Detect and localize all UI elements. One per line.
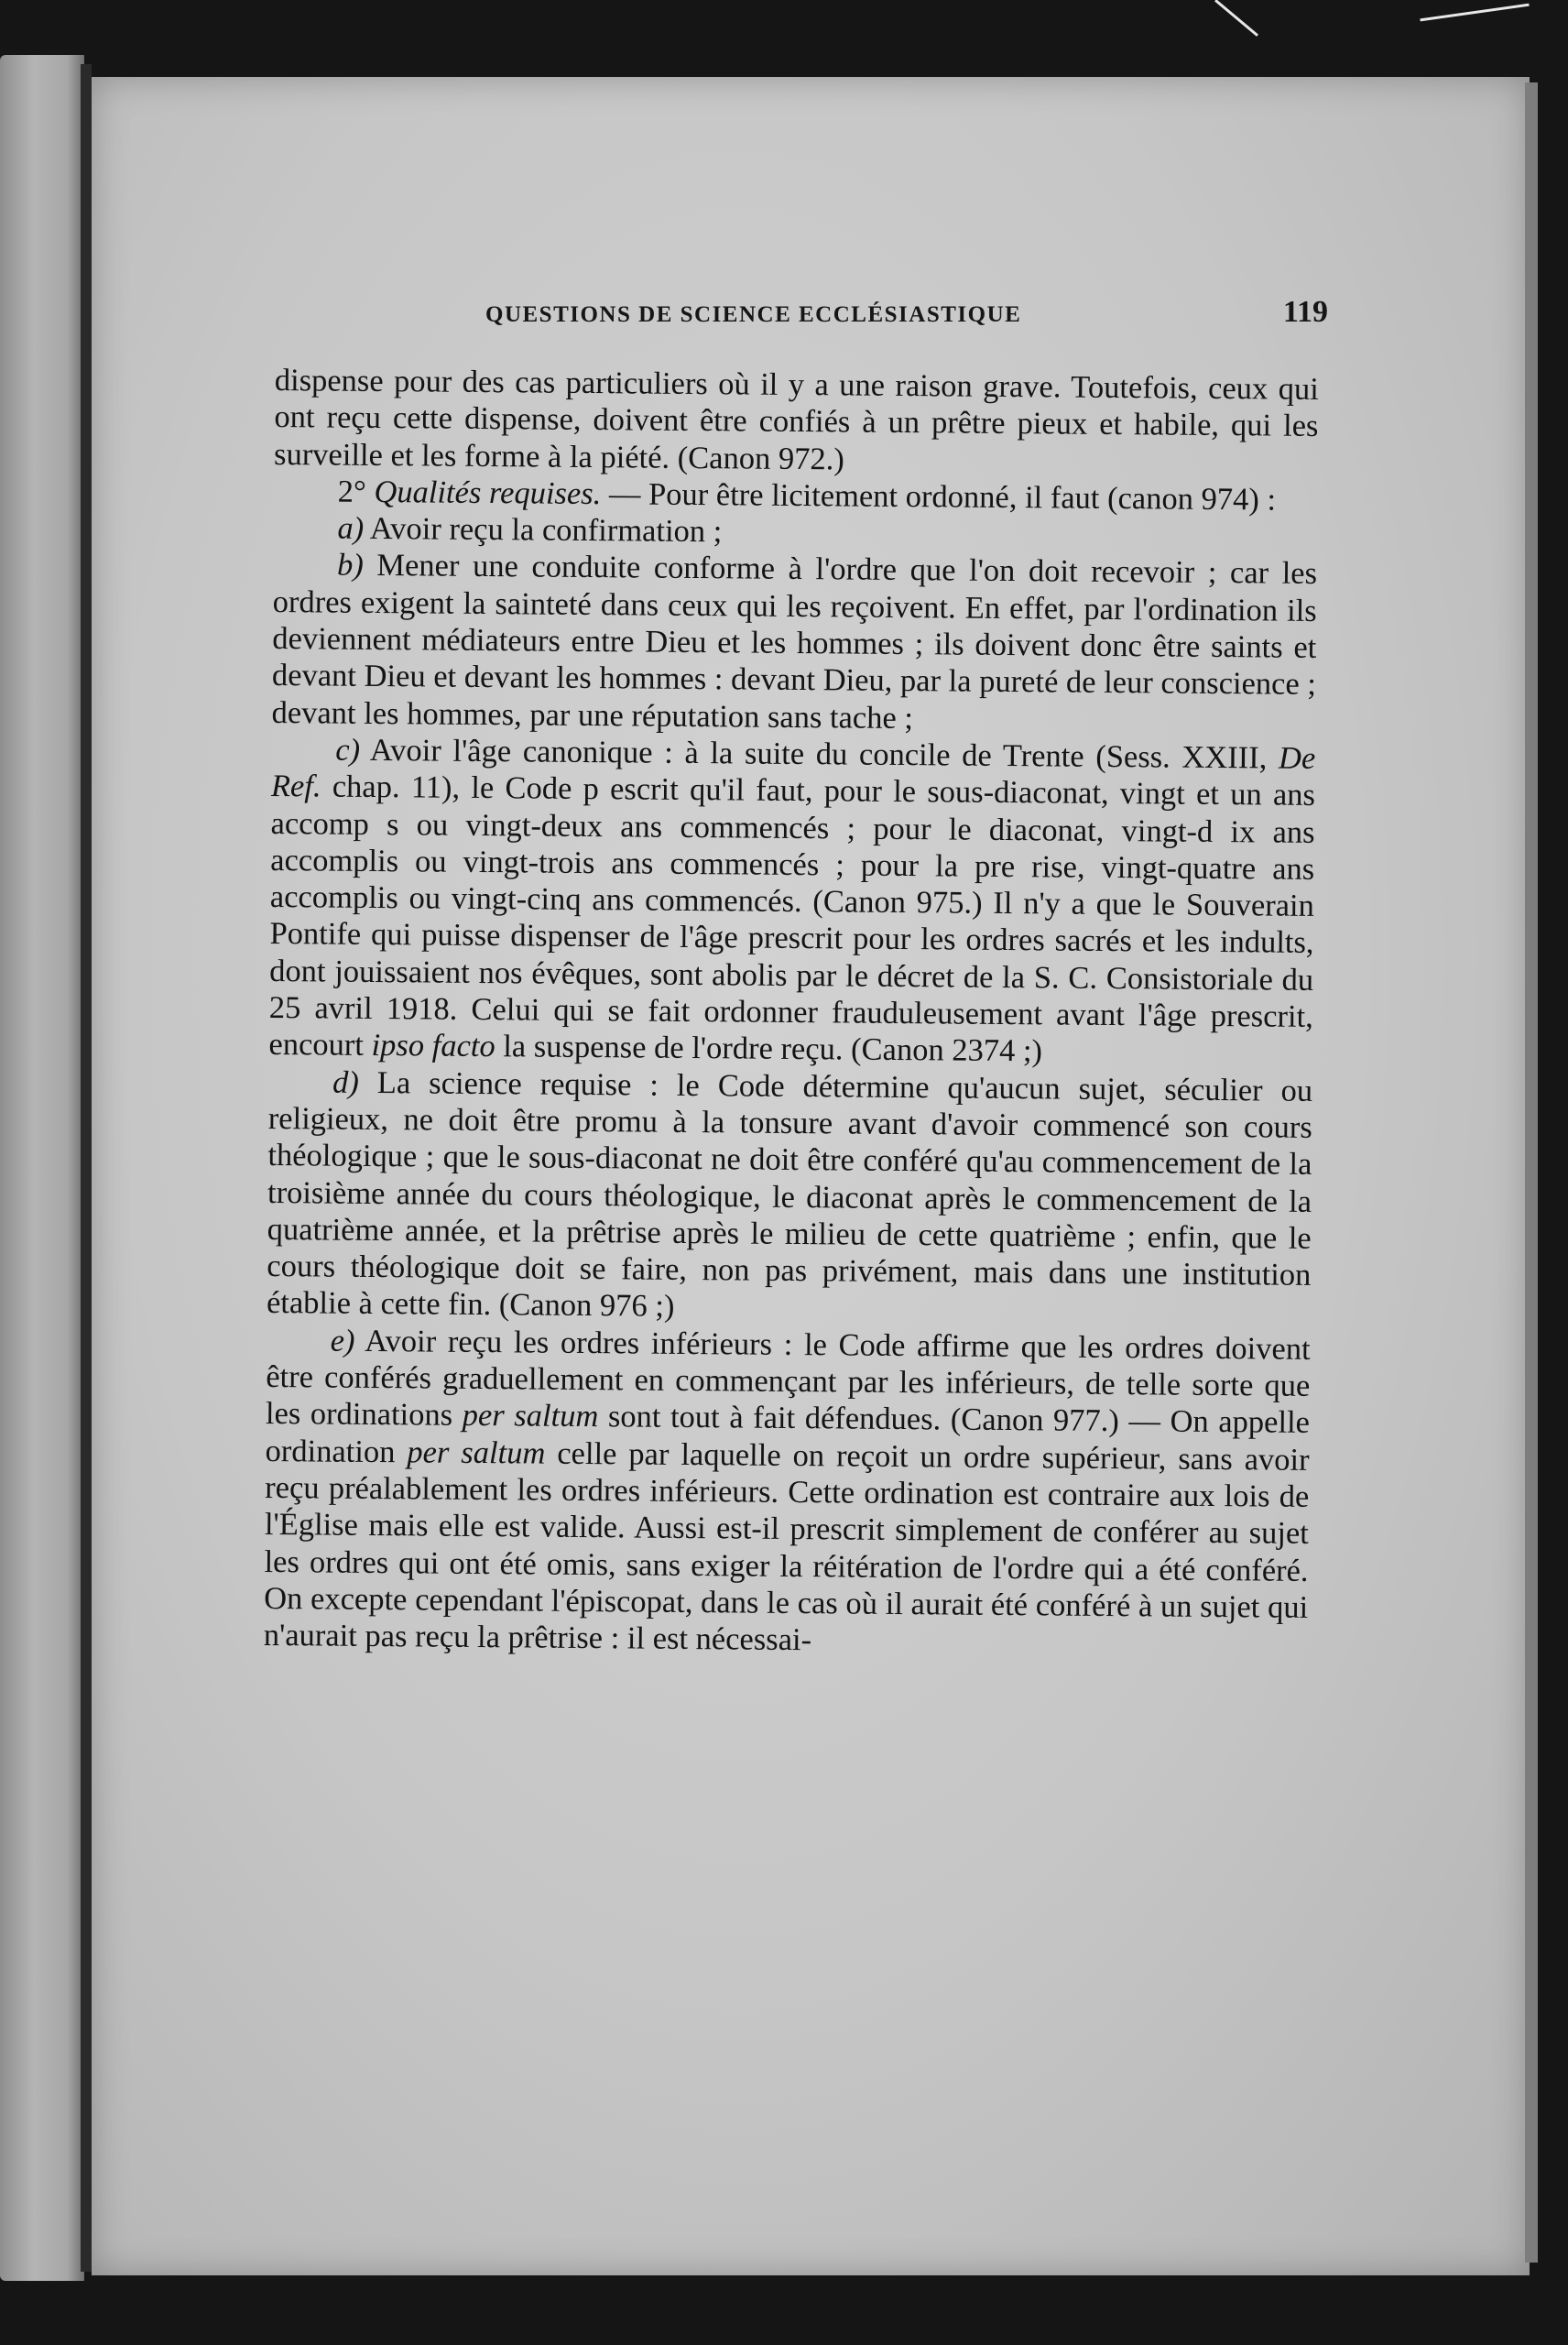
item-b: b) Mener une conduite conforme à l'ordre que l'on doit recevoir ; car les ordres exigent la sainteté dans ceux qui les reçoivent. En effet, par l'ordination ils deviennent médiateurs entre Dieu et les hommes ; ils doivent donc être saints et devant Dieu et devant les hommes : devant Dieu, par la pureté de leur conscience ; devant les hommes, par une réputation sans tache ; [271,548,1318,736]
running-head: QUESTIONS DE SCIENCE ECCLÉSIASTIQUE [485,302,1022,327]
page-header [485,295,1328,332]
page-gutter-shadow [81,64,92,2272]
scan-scratch-mark [1214,0,1258,37]
page-number: 119 [1282,295,1328,329]
page-right-edge [1525,82,1538,2263]
paragraph-dispense: dispense pour des cas particuliers où il y a une raison grave. Toutefois, ceux qui ont reçu cette dispense, doivent être confiés à un prêtre pieux et habile, qui les surveille et les forme à la piété. (Canon 972.) [273,362,1319,477]
scan-scratch-mark [1420,4,1529,22]
adjacent-page-edge [0,55,84,2281]
body-text [264,362,1319,1663]
item-d: d) La science requise : le Code détermine qu'aucun sujet, séculier ou religieux, ne doit être promu à la tonsure avant d'avoir commencé son cours théologique ; que le sous-diaconat ne doit être conféré qu'au commencement de la troisième année du cours théologique, le diaconat après le commencement de la quatrième année, et la prêtrise après le milieu de cette quatrième ; enfin, que le cours théologique doit se faire, non pas privément, mais dans une institution établie à cette fin. (Canon 976 ;) [266,1064,1313,1325]
item-a: a) Avoir reçu la confirmation ; [337,510,723,550]
item-e: e) Avoir reçu les ordres inférieurs : le Code affirme que les ordres doivent être conférés graduellement en commençant par les inférieurs, de telle sorte que les ordinations per saltum sont tout à fait défendues. (Canon 977.) — On appelle ordination per saltum celle par laquelle on reçoit un ordre supérieur, sans avoir reçu préalablement les ordres inférieurs. Cette ordination est contraire aux lois de l'Église mais elle est valide. Aussi est-il prescrit simplement de conférer au sujet les ordres qui ont été omis, sans exiger la réitération de l'ordre qui a été conféré. On excepte cependant l'épiscopat, dans le cas où il aurait été conféré à un sujet qui n'aurait pas reçu la prêtrise : il est nécessai- [263,1323,1311,1658]
item-c: c) Avoir l'âge canonique : à la suite du concile de Trente (Sess. XXIII, De Ref. chap. 11), le Code p escrit qu'il faut, pour le sous-diaconat, vingt et un ans accomp s ou vingt-deux ans commencés ; pour le diaconat, vingt-d ix ans accomplis ou vingt-trois ans commencés ; pour la pre rise, vingt-quatre ans accomplis ou vingt-cinq ans commencés. (Canon 975.) Il n'y a que le Souverain Pontife qui puisse dispenser de l'âge prescrit pour les ordres sacrés et les indults, dont jouissaient nos évêques, sont abolis par le décret de la S. C. Consistoriale du 25 avril 1918. Celui qui se fait ordonner frauduleusement avant l'âge prescrit, encourt ipso facto la suspense de l'ordre reçu. (Canon 2374 ;) [268,732,1316,1069]
section-title: Qualités requises. [374,474,602,512]
paragraph-qualites: 2° Qualités requises. — Pour être licitement ordonné, il faut (canon 974) : [337,474,1277,518]
